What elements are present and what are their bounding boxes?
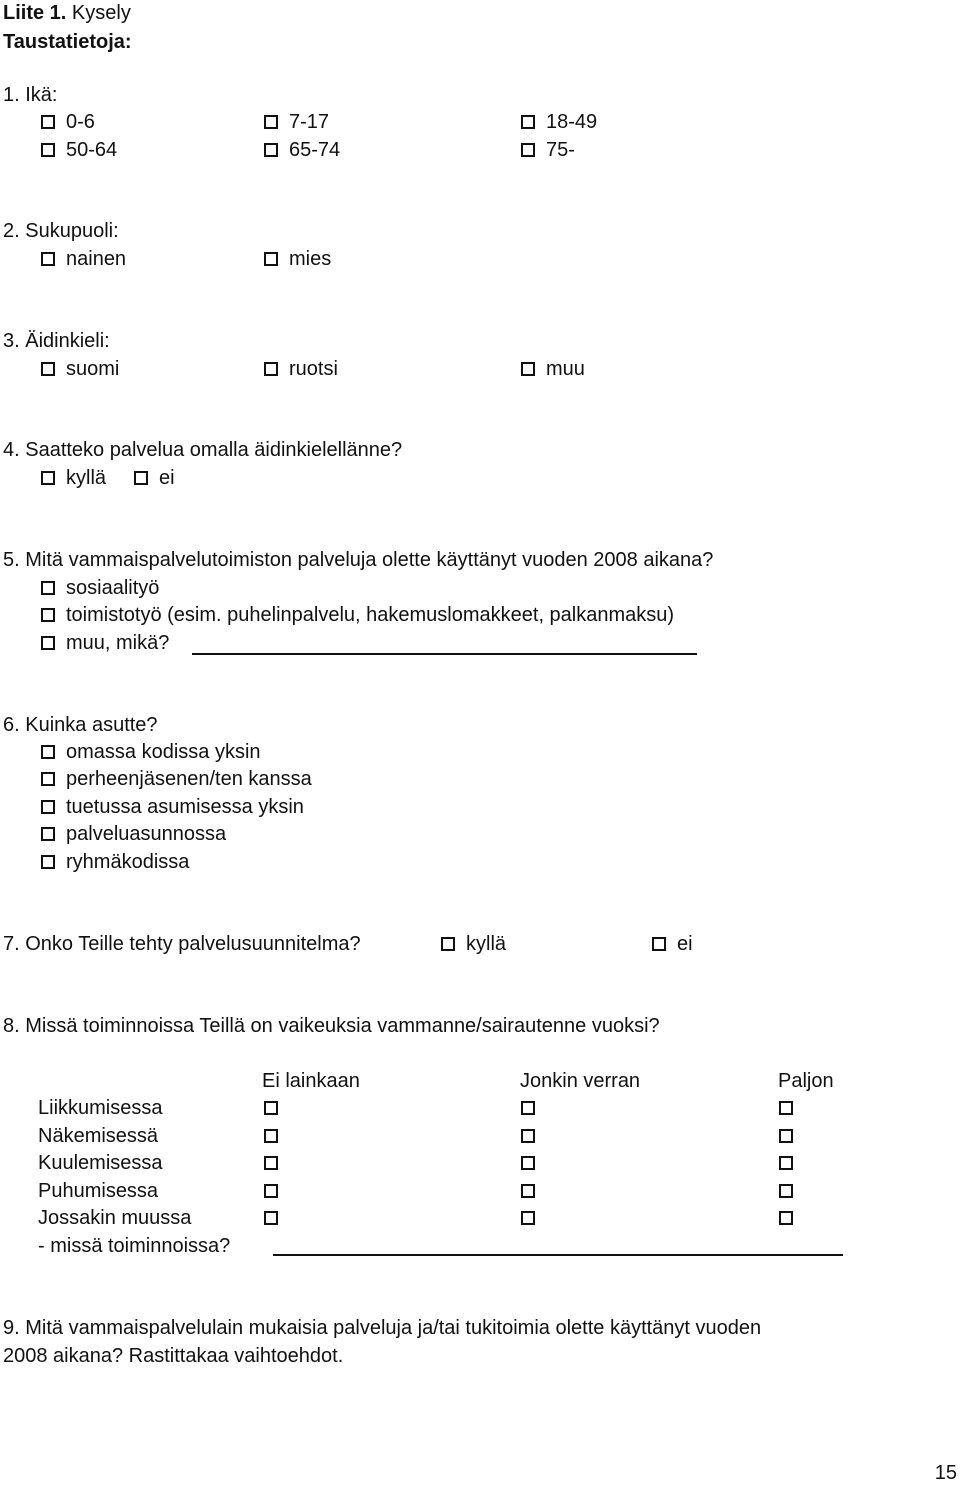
checkbox-vision-much[interactable] [779, 1129, 793, 1143]
question-services-used: 5. Mitä vammaispalvelutoimiston palveluja olette käyttänyt vuoden 2008 aikana? [3, 549, 714, 571]
checkbox-vision-some[interactable] [521, 1129, 535, 1143]
option-label: sosiaalityö [66, 577, 160, 599]
background-heading: Taustatietoja: [3, 31, 132, 53]
checkbox-hearing-much[interactable] [779, 1156, 793, 1170]
option-label: 7-17 [289, 111, 330, 133]
checkbox-mobility-none[interactable] [264, 1101, 278, 1115]
checkbox-other-some[interactable] [521, 1211, 535, 1225]
checkbox-vision-none[interactable] [264, 1129, 278, 1143]
checkbox-speech-none[interactable] [264, 1184, 278, 1198]
option-label: ruotsi [289, 358, 338, 380]
checkbox-plan-yes[interactable] [441, 937, 455, 951]
option-label: 65-74 [289, 139, 341, 161]
checkbox-living-family[interactable] [41, 772, 55, 786]
row-label: Puhumisessa [38, 1180, 159, 1202]
option-label: suomi [66, 358, 120, 380]
option-label: toimistotyö (esim. puhelinpalvelu, hakemuslomakkeet, palkanmaksu) [66, 604, 675, 626]
option-label: nainen [66, 248, 127, 270]
checkbox-hearing-none[interactable] [264, 1156, 278, 1170]
checkbox-age-50-64[interactable] [41, 143, 55, 157]
question-age: 1. Ikä: [3, 84, 58, 106]
checkbox-lang-other[interactable] [521, 362, 535, 376]
checkbox-gender-male[interactable] [264, 252, 278, 266]
checkbox-native-no[interactable] [134, 471, 148, 485]
page-number: 15 [934, 1462, 957, 1484]
checkbox-living-group-home[interactable] [41, 855, 55, 869]
option-label: kyllä [66, 467, 107, 489]
question-gender: 2. Sukupuoli: [3, 220, 119, 242]
option-label: mies [289, 248, 332, 270]
checkbox-hearing-some[interactable] [521, 1156, 535, 1170]
checkbox-social-work[interactable] [41, 581, 55, 595]
followup-answer-line[interactable] [273, 1254, 843, 1256]
checkbox-lang-finnish[interactable] [41, 362, 55, 376]
checkbox-living-service-housing[interactable] [41, 827, 55, 841]
checkbox-plan-no[interactable] [652, 937, 666, 951]
checkbox-mobility-much[interactable] [779, 1101, 793, 1115]
column-header: Ei lainkaan [262, 1070, 360, 1092]
checkbox-native-yes[interactable] [41, 471, 55, 485]
question-difficulties: 8. Missä toiminnoissa Teillä on vaikeuksia vammanne/sairautenne vuoksi? [3, 1015, 660, 1037]
checkbox-age-65-74[interactable] [264, 143, 278, 157]
option-label: muu [546, 358, 585, 380]
row-label: Näkemisessä [38, 1125, 159, 1147]
option-label: perheenjäsenen/ten kanssa [66, 768, 312, 790]
appendix-header [3, 1, 131, 25]
option-label: muu, mikä? [66, 632, 170, 654]
option-label: 0-6 [66, 111, 95, 133]
question-native-service: 4. Saatteko palvelua omalla äidinkielellänne? [3, 439, 403, 461]
other-service-answer-line[interactable] [192, 653, 697, 655]
checkbox-age-0-6[interactable] [41, 115, 55, 129]
checkbox-office-work[interactable] [41, 608, 55, 622]
option-label: ryhmäkodissa [66, 851, 190, 873]
question-disability-services: 9. Mitä vammaispalvelulain mukaisia palveluja ja/tai tukitoimia olette käyttänyt vuoden [3, 1317, 762, 1339]
checkbox-lang-swedish[interactable] [264, 362, 278, 376]
checkbox-other-service[interactable] [41, 636, 55, 650]
question-living: 6. Kuinka asutte? [3, 714, 158, 736]
checkbox-living-alone[interactable] [41, 745, 55, 759]
option-label: 50-64 [66, 139, 118, 161]
row-label: Liikkumisessa [38, 1097, 163, 1119]
appendix-label: Liite 1. [3, 2, 67, 24]
question-disability-services-cont: 2008 aikana? Rastittakaa vaihtoehdot. [3, 1345, 344, 1367]
option-label: kyllä [466, 933, 507, 955]
checkbox-speech-some[interactable] [521, 1184, 535, 1198]
checkbox-age-18-49[interactable] [521, 115, 535, 129]
checkbox-mobility-some[interactable] [521, 1101, 535, 1115]
checkbox-other-none[interactable] [264, 1211, 278, 1225]
checkbox-other-much[interactable] [779, 1211, 793, 1225]
checkbox-living-supported[interactable] [41, 800, 55, 814]
row-label: Kuulemisessa [38, 1152, 163, 1174]
option-label: ei [677, 933, 693, 955]
checkbox-speech-much[interactable] [779, 1184, 793, 1198]
option-label: omassa kodissa yksin [66, 741, 261, 763]
option-label: palveluasunnossa [66, 823, 227, 845]
checkbox-age-75[interactable] [521, 143, 535, 157]
option-label: 18-49 [546, 111, 598, 133]
option-label: tuetussa asumisessa yksin [66, 796, 304, 818]
appendix-title: Kysely [71, 2, 131, 24]
row-label: Jossakin muussa [38, 1207, 192, 1229]
option-label: ei [159, 467, 175, 489]
checkbox-age-7-17[interactable] [264, 115, 278, 129]
question-service-plan: 7. Onko Teille tehty palvelusuunnitelma? [3, 933, 361, 955]
option-label: 75- [546, 139, 575, 161]
column-header: Jonkin verran [520, 1070, 641, 1092]
checkbox-gender-female[interactable] [41, 252, 55, 266]
followup-label: - missä toiminnoissa? [38, 1235, 231, 1257]
column-header: Paljon [778, 1070, 834, 1092]
question-language: 3. Äidinkieli: [3, 330, 110, 352]
